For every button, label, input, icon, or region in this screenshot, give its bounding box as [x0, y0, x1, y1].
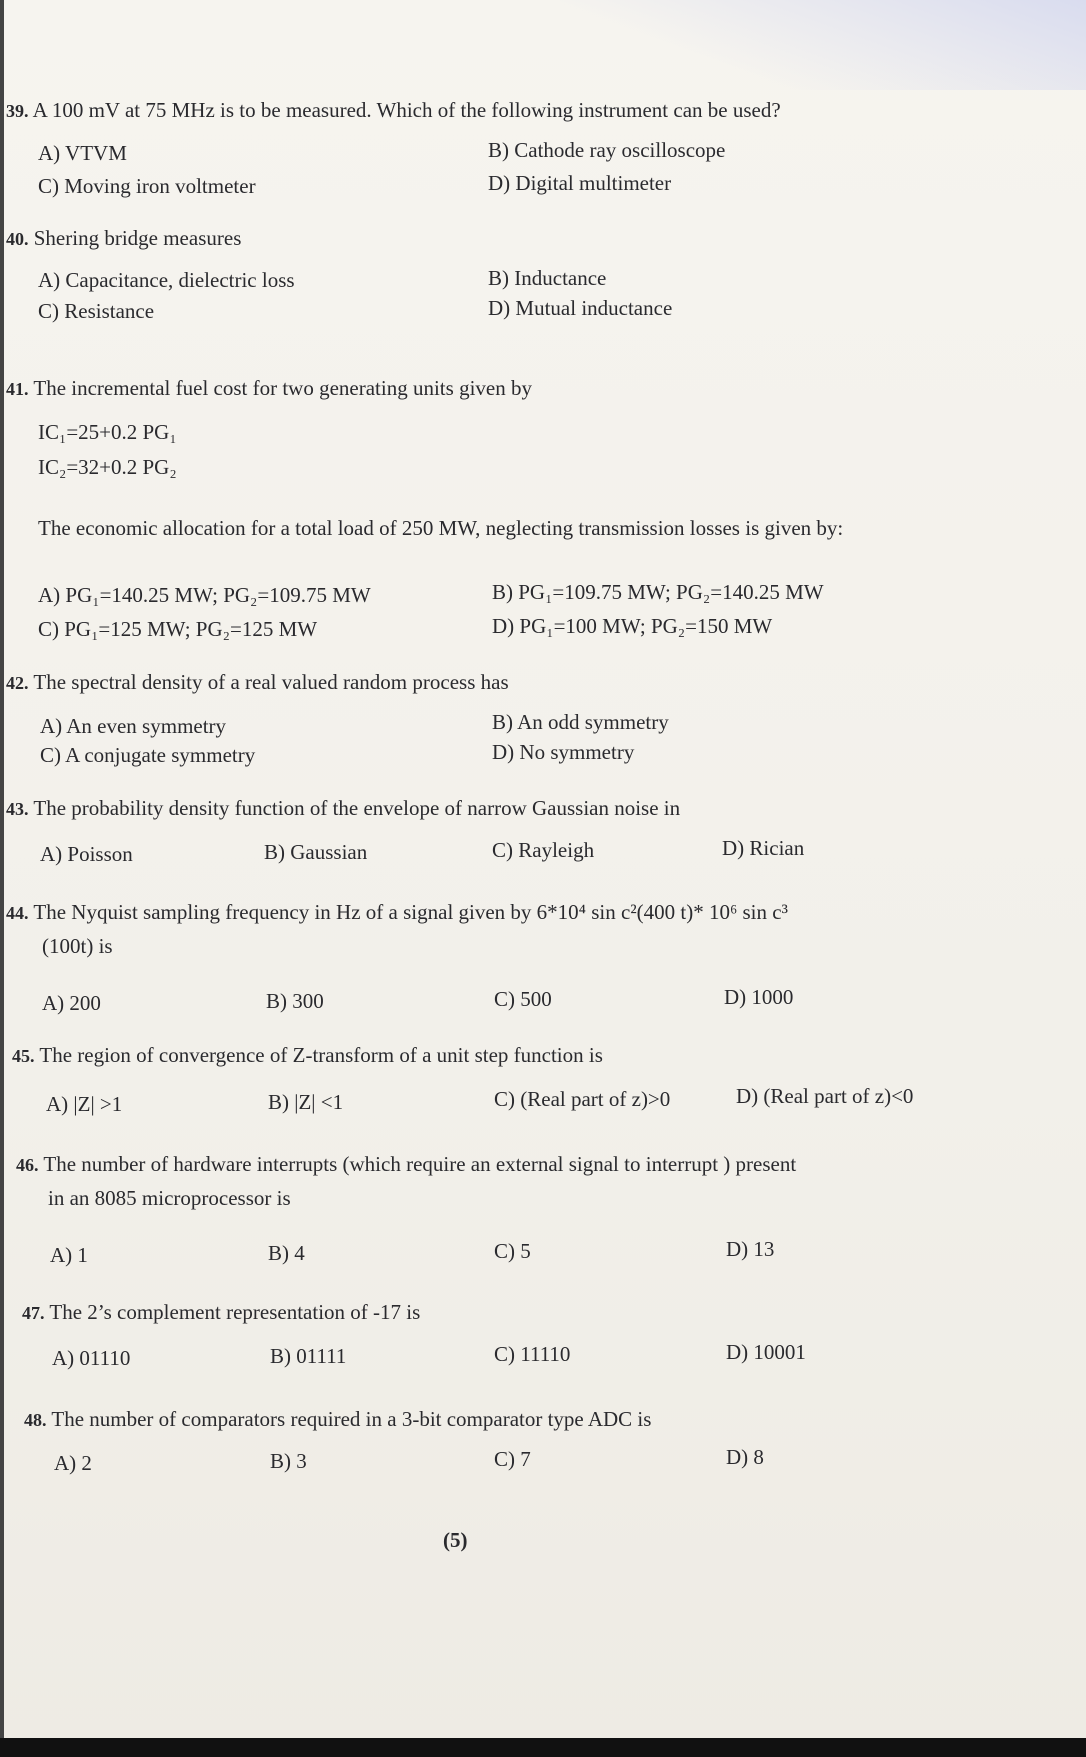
- question-stem: The number of hardware interrupts (which require an external signal to interrupt ) present: [43, 1152, 797, 1176]
- option-c: C) 11110: [494, 1342, 571, 1366]
- question-number: 44.: [6, 903, 29, 923]
- question-number: 42.: [6, 673, 29, 693]
- option-d: D) (Real part of z)<0: [736, 1084, 914, 1108]
- question-number: 40.: [6, 229, 29, 249]
- option-d: D) 8: [726, 1445, 764, 1469]
- page-bottom-edge: [0, 1738, 1086, 1757]
- option-c: C) (Real part of z)>0: [494, 1087, 671, 1111]
- option-b: B) 300: [266, 989, 324, 1013]
- option-d: D) Mutual inductance: [488, 296, 673, 320]
- option-b: B) 3: [270, 1449, 307, 1473]
- question-number: 46.: [16, 1155, 39, 1175]
- option-d: D) No symmetry: [492, 740, 635, 764]
- page-left-edge: [0, 0, 4, 1757]
- question-number: 41.: [6, 379, 29, 399]
- option-d: D) Rician: [722, 836, 805, 860]
- option-a: A) 200: [42, 991, 101, 1015]
- option-a: A) |Z| >1: [46, 1092, 123, 1116]
- option-b: B) Cathode ray oscilloscope: [488, 138, 726, 162]
- question-stem: The number of comparators required in a 3-bit comparator type ADC is: [51, 1407, 652, 1431]
- option-b: B) |Z| <1: [268, 1090, 344, 1114]
- option-a: A) 01110: [52, 1346, 131, 1370]
- question-stem: The probability density function of the envelope of narrow Gaussian noise in: [33, 796, 681, 820]
- equation-ic1: IC₁=25+0.2 PG₁: [38, 420, 177, 444]
- question-stem-line2: in an 8085 microprocessor is: [48, 1186, 291, 1210]
- option-c: C) 5: [494, 1239, 531, 1263]
- option-a: A) 1: [50, 1243, 88, 1267]
- option-a: A) PG₁=140.25 MW; PG₂=109.75 MW: [38, 583, 371, 607]
- option-b: B) Inductance: [488, 266, 607, 290]
- equation-ic2: IC₂=32+0.2 PG₂: [38, 455, 177, 479]
- option-d: D) 13: [726, 1237, 775, 1261]
- scan-glare: [560, 0, 1086, 90]
- option-c: C) 500: [494, 987, 552, 1011]
- question-stem: The Nyquist sampling frequency in Hz of a signal given by 6*10⁴ sin c²(400 t)* 10⁶ sin c³: [33, 900, 788, 924]
- option-b: B) 01111: [270, 1344, 347, 1368]
- option-a: A) Poisson: [40, 842, 133, 866]
- option-d: D) Digital multimeter: [488, 171, 672, 195]
- question-number: 47.: [22, 1303, 45, 1323]
- option-c: C) Rayleigh: [492, 838, 595, 862]
- option-b: B) PG₁=109.75 MW; PG₂=140.25 MW: [492, 580, 824, 604]
- question-number: 43.: [6, 799, 29, 819]
- page-number: (5): [443, 1528, 468, 1552]
- option-a: A) An even symmetry: [40, 714, 227, 738]
- question-stem: The spectral density of a real valued random process has: [33, 670, 509, 694]
- question-stem-line2: (100t) is: [42, 934, 113, 958]
- option-d: D) PG₁=100 MW; PG₂=150 MW: [492, 614, 773, 638]
- option-d: D) 10001: [726, 1340, 806, 1364]
- option-a: A) VTVM: [38, 141, 127, 165]
- option-b: B) 4: [268, 1241, 305, 1265]
- option-b: B) An odd symmetry: [492, 710, 669, 734]
- option-c: C) 7: [494, 1447, 531, 1471]
- option-d: D) 1000: [724, 985, 794, 1009]
- question-stem: The incremental fuel cost for two generating units given by: [33, 376, 532, 400]
- question-number: 48.: [24, 1410, 47, 1430]
- question-stem: The region of convergence of Z-transform of a unit step function is: [39, 1043, 603, 1067]
- question-stem-continued: The economic allocation for a total load of 250 MW, neglecting transmission losses is given by:: [38, 516, 844, 540]
- question-stem: The 2’s complement representation of -17 is: [49, 1300, 421, 1324]
- option-c: C) A conjugate symmetry: [40, 743, 256, 767]
- option-c: C) Resistance: [38, 299, 155, 323]
- question-number: 39.: [6, 101, 29, 121]
- option-c: C) PG₁=125 MW; PG₂=125 MW: [38, 617, 318, 641]
- question-stem: A 100 mV at 75 MHz is to be measured. Which of the following instrument can be used?: [32, 98, 781, 122]
- option-a: A) 2: [54, 1451, 92, 1475]
- option-c: C) Moving iron voltmeter: [38, 174, 256, 198]
- question-number: 45.: [12, 1046, 35, 1066]
- question-stem: Shering bridge measures: [33, 226, 242, 250]
- option-b: B) Gaussian: [264, 840, 368, 864]
- option-a: A) Capacitance, dielectric loss: [38, 268, 295, 292]
